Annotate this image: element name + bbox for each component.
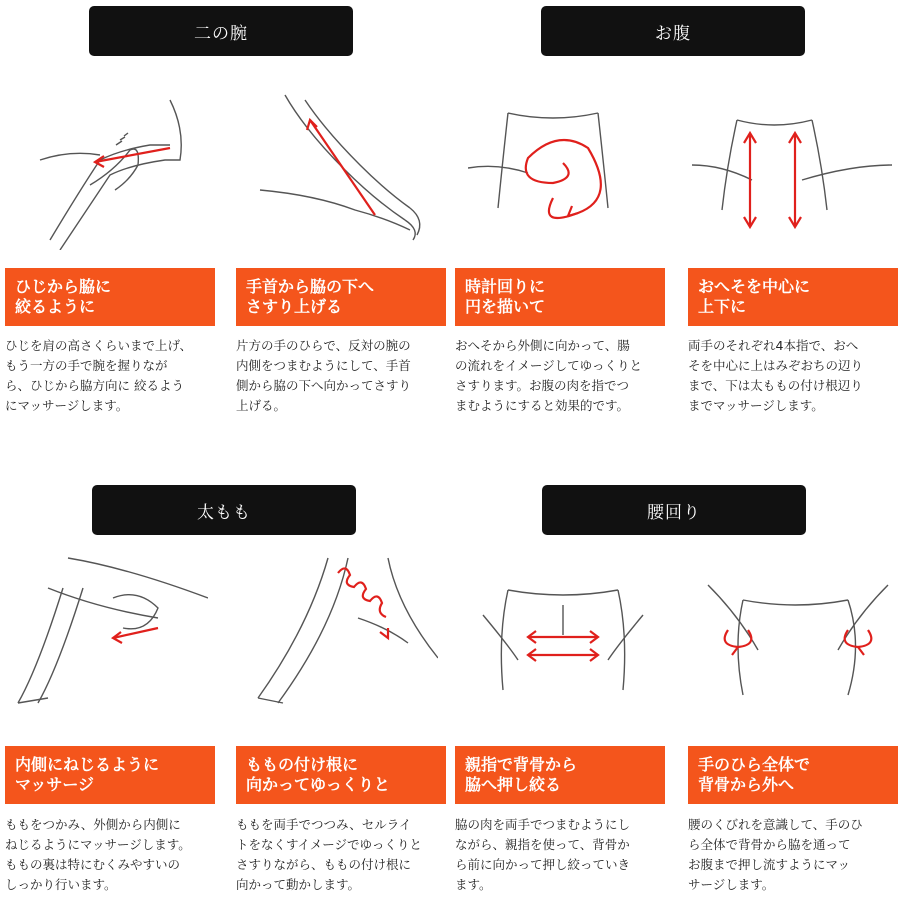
technique-banner-thigh-twist: [5, 746, 215, 804]
technique-banner-waist-palm: [688, 746, 898, 804]
technique-banner-belly-clockwise: [455, 268, 665, 326]
banner-line: 親指で背骨から: [465, 755, 578, 774]
section-title-belly: お腹: [541, 6, 805, 56]
description-line: しっかり行います。: [5, 877, 117, 892]
technique-description-arm-stroke: [236, 336, 450, 416]
description-line: ももを両手でつつみ、セルライ: [236, 817, 412, 832]
thigh-base-illustration: [238, 548, 438, 708]
banner-line: 背骨から外へ: [698, 775, 795, 794]
technique-description-waist-thumb: [455, 815, 669, 895]
banner-line: 手首から脇の下へ: [246, 277, 375, 296]
belly-clockwise-illustration: [468, 88, 668, 248]
technique-description-belly-clockwise: [455, 336, 669, 416]
technique-banner-waist-thumb: [455, 746, 665, 804]
banner-line: 向かってゆっくりと: [246, 775, 390, 794]
description-line: ひじを肩の高さくらいまで上げ、: [5, 338, 193, 353]
description-line: までマッサージします。: [688, 398, 824, 413]
description-line: サージします。: [688, 877, 775, 892]
banner-line: 絞るように: [15, 297, 96, 316]
section-title-thigh: 太もも: [92, 485, 356, 535]
banner-line: ひじから脇に: [15, 277, 112, 296]
description-line: そを中心に上はみぞおちの辺り: [688, 358, 864, 373]
description-line: さすりながら、ももの付け根に: [236, 857, 412, 872]
technique-description-belly-vertical: [688, 336, 900, 416]
description-line: まで、下は太ももの付け根辺り: [688, 378, 863, 393]
description-line: 片方の手のひらで、反対の腕の: [236, 338, 411, 353]
description-line: もう一方の手で腕を握りなが: [5, 358, 168, 373]
belly-vertical-illustration: [692, 95, 892, 255]
description-line: 上げる。: [236, 398, 287, 413]
description-line: ら全体で背骨から脇を通って: [688, 837, 851, 852]
description-line: 腰のくびれを意識して、手のひ: [688, 817, 863, 832]
description-line: ら、ひじから脇方向に 絞るよう: [5, 378, 184, 393]
description-line: ます。: [455, 877, 492, 892]
description-line: さすります。お腹の肉を指でつ: [455, 378, 630, 393]
technique-banner-belly-vertical: [688, 268, 898, 326]
waist-palm-illustration: [698, 575, 898, 735]
description-line: トをなくすイメージでゆっくりと: [236, 837, 422, 852]
banner-line: 時計回りに: [465, 277, 546, 296]
banner-line: 上下に: [698, 297, 747, 316]
thigh-twist-illustration: [8, 548, 208, 708]
banner-line: ももの付け根に: [246, 755, 359, 774]
technique-description-thigh-base: [236, 815, 450, 895]
technique-description-arm-squeeze: [5, 336, 219, 416]
description-line: ももをつかみ、外側から内側に: [5, 817, 181, 832]
description-line: お腹まで押し流すようにマッ: [688, 857, 851, 872]
description-line: ながら、親指を使って、背骨か: [455, 837, 630, 852]
banner-line: 内側にねじるように: [15, 755, 160, 774]
description-line: 側から脇の下へ向かってさすり: [236, 378, 412, 393]
description-line: 向かって動かします。: [236, 877, 361, 892]
banner-line: 手のひら全体で: [698, 755, 811, 774]
technique-banner-arm-stroke: [236, 268, 446, 326]
banner-line: おへそを中心に: [698, 277, 811, 296]
description-line: にマッサージします。: [5, 398, 129, 413]
description-line: 内側をつまむようにして、手首: [236, 358, 411, 373]
arm-squeeze-illustration: [20, 90, 220, 250]
arm-stroke-illustration: [245, 90, 445, 250]
technique-banner-thigh-base: [236, 746, 446, 804]
technique-banner-arm-squeeze: [5, 268, 215, 326]
technique-description-thigh-twist: [5, 815, 219, 895]
description-line: の流れをイメージしてゆっくりと: [455, 358, 643, 373]
description-line: おへそから外側に向かって、腸: [455, 338, 630, 353]
banner-line: マッサージ: [15, 775, 95, 794]
technique-description-waist-palm: [688, 815, 900, 895]
description-line: ら前に向かって押し絞っていき: [455, 857, 631, 872]
description-line: ねじるようにマッサージします。: [5, 837, 191, 852]
banner-line: 脇へ押し絞る: [465, 775, 562, 794]
description-line: 脇の肉を両手でつまむようにし: [455, 817, 631, 832]
section-title-waist: 腰回り: [542, 485, 806, 535]
banner-line: 円を描いて: [465, 297, 546, 316]
section-title-upper-arm: 二の腕: [89, 6, 353, 56]
description-line: ももの裏は特にむくみやすいの: [5, 857, 181, 872]
description-line: 両手のそれぞれ4本指で、おへ: [688, 338, 859, 353]
description-line: まむようにすると効果的です。: [455, 398, 630, 413]
waist-thumb-illustration: [468, 575, 668, 735]
banner-line: さすり上げる: [246, 297, 343, 316]
